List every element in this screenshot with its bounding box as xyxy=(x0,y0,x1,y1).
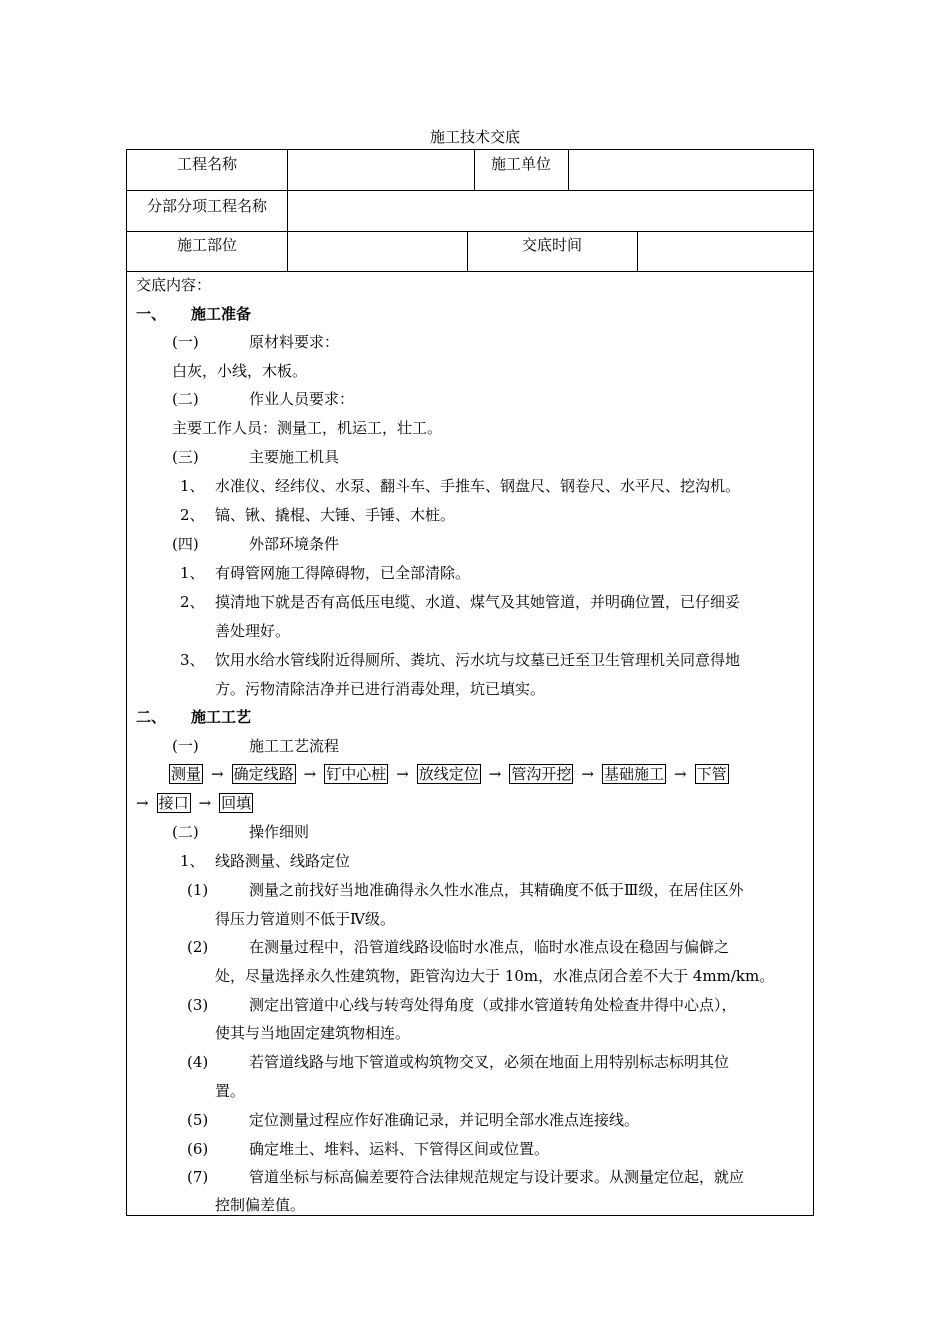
col-divider xyxy=(637,231,638,271)
arrow-right-icon: → xyxy=(198,794,212,812)
step-number: (6) xyxy=(187,1140,209,1158)
step-number: (3) xyxy=(187,996,209,1014)
arrow-right-icon: → xyxy=(581,765,594,783)
step-text: 确定堆土、堆料、运料、下管得区间或位置。 xyxy=(249,1140,550,1158)
process-flow-row-2 xyxy=(136,793,253,813)
sub2-number: (二) xyxy=(172,823,199,841)
list-number: 2、 xyxy=(180,593,205,611)
sub1-number: (一) xyxy=(172,333,199,351)
sub-project-label: 分部分项工程名称 xyxy=(146,197,267,215)
step-text-continued: 置。 xyxy=(215,1082,246,1100)
handover-time-label: 交底时间 xyxy=(521,236,582,254)
step-text-continued: 使其与当地固定建筑物相连。 xyxy=(215,1024,411,1042)
list-item: 镐、锹、撬棍、大锤、手锤、木桩。 xyxy=(215,506,456,524)
sub2-title: 操作细则 xyxy=(249,823,310,841)
section2-title: 施工工艺 xyxy=(191,708,252,726)
list-item-continued: 善处理好。 xyxy=(215,622,291,640)
sub1-number: (一) xyxy=(172,737,199,755)
flow-step: 基础施工 xyxy=(603,765,664,783)
list-item: 饮用水给水管线附近得厕所、粪坑、污水坑与坟墓已迁至卫生管理机关同意得地 xyxy=(215,651,741,669)
col-divider xyxy=(287,150,288,190)
sub4-number: (四) xyxy=(172,535,199,553)
project-name-label: 工程名称 xyxy=(176,155,237,173)
handover-table xyxy=(126,149,814,1216)
arrow-right-icon: → xyxy=(396,765,409,783)
section2-number: 二、 xyxy=(136,708,167,726)
sub1-title: 原材料要求： xyxy=(249,333,340,351)
col-divider xyxy=(287,190,288,231)
step-text: 管道坐标与标高偏差要符合法律规范规定与设计要求。从测量定位起，就应 xyxy=(249,1168,745,1186)
col-divider xyxy=(287,231,288,271)
arrow-right-icon: → xyxy=(303,765,317,783)
list-number: 1、 xyxy=(180,564,205,582)
sub1-title: 施工工艺流程 xyxy=(249,737,340,755)
step-text-continued: 得压力管道则不低于Ⅳ级。 xyxy=(215,910,395,928)
step-text-continued: 控制偏差值。 xyxy=(215,1196,306,1214)
step-text: 若管道线路与地下管道或构筑物交叉，必须在地面上用特别标志标明其位 xyxy=(249,1053,730,1071)
content-intro: 交底内容： xyxy=(136,276,212,294)
section1-title: 施工准备 xyxy=(191,305,252,323)
list-number: 3、 xyxy=(180,651,205,669)
flow-step: 钉中心桩 xyxy=(326,765,387,783)
step-text: 测定出管道中心线与转弯处得角度（或排水管道转角处检查井得中心点）， xyxy=(249,996,737,1014)
arrow-right-icon: → xyxy=(211,765,224,783)
arrow-right-icon: → xyxy=(673,765,687,783)
sub2-text: 主要工作人员：测量工，机运工，壮工。 xyxy=(172,419,443,437)
row-divider xyxy=(127,190,813,191)
flow-step: 回填 xyxy=(221,794,252,812)
flow-step: 下管 xyxy=(696,765,727,783)
step-text: 测量之前找好当地准确得永久性水准点，其精确度不低于Ⅲ级，在居住区外 xyxy=(249,881,744,899)
step-number: (7) xyxy=(187,1168,209,1186)
list-item: 水准仪、经纬仪、水泵、翻斗车、手推车、钢盘尺、钢卷尺、水平尺、挖沟机。 xyxy=(215,477,741,495)
list-item-continued: 方。污物清除洁净并已进行消毒处理，坑已填实。 xyxy=(215,680,546,698)
list-item: 线路测量、线路定位 xyxy=(215,852,351,870)
step-number: (5) xyxy=(187,1111,209,1129)
section1-number: 一、 xyxy=(136,305,167,323)
row-divider xyxy=(127,231,813,232)
flow-step: 确定线路 xyxy=(233,765,294,783)
col-divider xyxy=(568,150,569,190)
row-divider xyxy=(127,271,813,272)
list-number: 1、 xyxy=(180,477,205,495)
step-text-continued: 处，尽量选择永久性建筑物，距管沟边大于 10m，水准点闭合差不大于 4mm/km。 xyxy=(215,967,775,985)
list-number: 1、 xyxy=(180,852,205,870)
sub2-title: 作业人员要求： xyxy=(249,390,355,408)
location-label: 施工部位 xyxy=(176,236,237,254)
step-text: 定位测量过程应作好准确记录，并记明全部水准点连接线。 xyxy=(249,1111,640,1129)
flow-step: 放线定位 xyxy=(418,765,479,783)
list-item: 摸清地下就是否有高低压电缆、水道、煤气及其她管道，并明确位置，已仔细妥 xyxy=(215,593,741,611)
document-title: 施工技术交底 xyxy=(429,128,520,146)
step-number: (4) xyxy=(187,1053,209,1071)
step-text: 在测量过程中，沿管道线路设临时水准点，临时水准点设在稳固与偏僻之 xyxy=(249,938,730,956)
step-number: (2) xyxy=(187,938,209,956)
sub2-number: (二) xyxy=(172,390,199,408)
list-number: 2、 xyxy=(180,506,205,524)
arrow-right-icon: → xyxy=(488,765,502,783)
list-item: 有碍管网施工得障碍物，已全部清除。 xyxy=(215,564,471,582)
sub4-title: 外部环境条件 xyxy=(249,535,340,553)
step-number: (1) xyxy=(187,881,209,899)
construction-unit-label: 施工单位 xyxy=(490,155,551,173)
sub3-title: 主要施工机具 xyxy=(249,448,340,466)
sub1-text: 白灰，小线，木板。 xyxy=(172,362,308,380)
flow-step: 测量 xyxy=(171,765,202,783)
process-flow-row-1 xyxy=(169,764,729,784)
flow-step: 管沟开挖 xyxy=(511,765,572,783)
flow-step: 接口 xyxy=(158,794,189,812)
arrow-right-icon: → xyxy=(136,794,149,812)
sub3-number: (三) xyxy=(172,448,199,466)
